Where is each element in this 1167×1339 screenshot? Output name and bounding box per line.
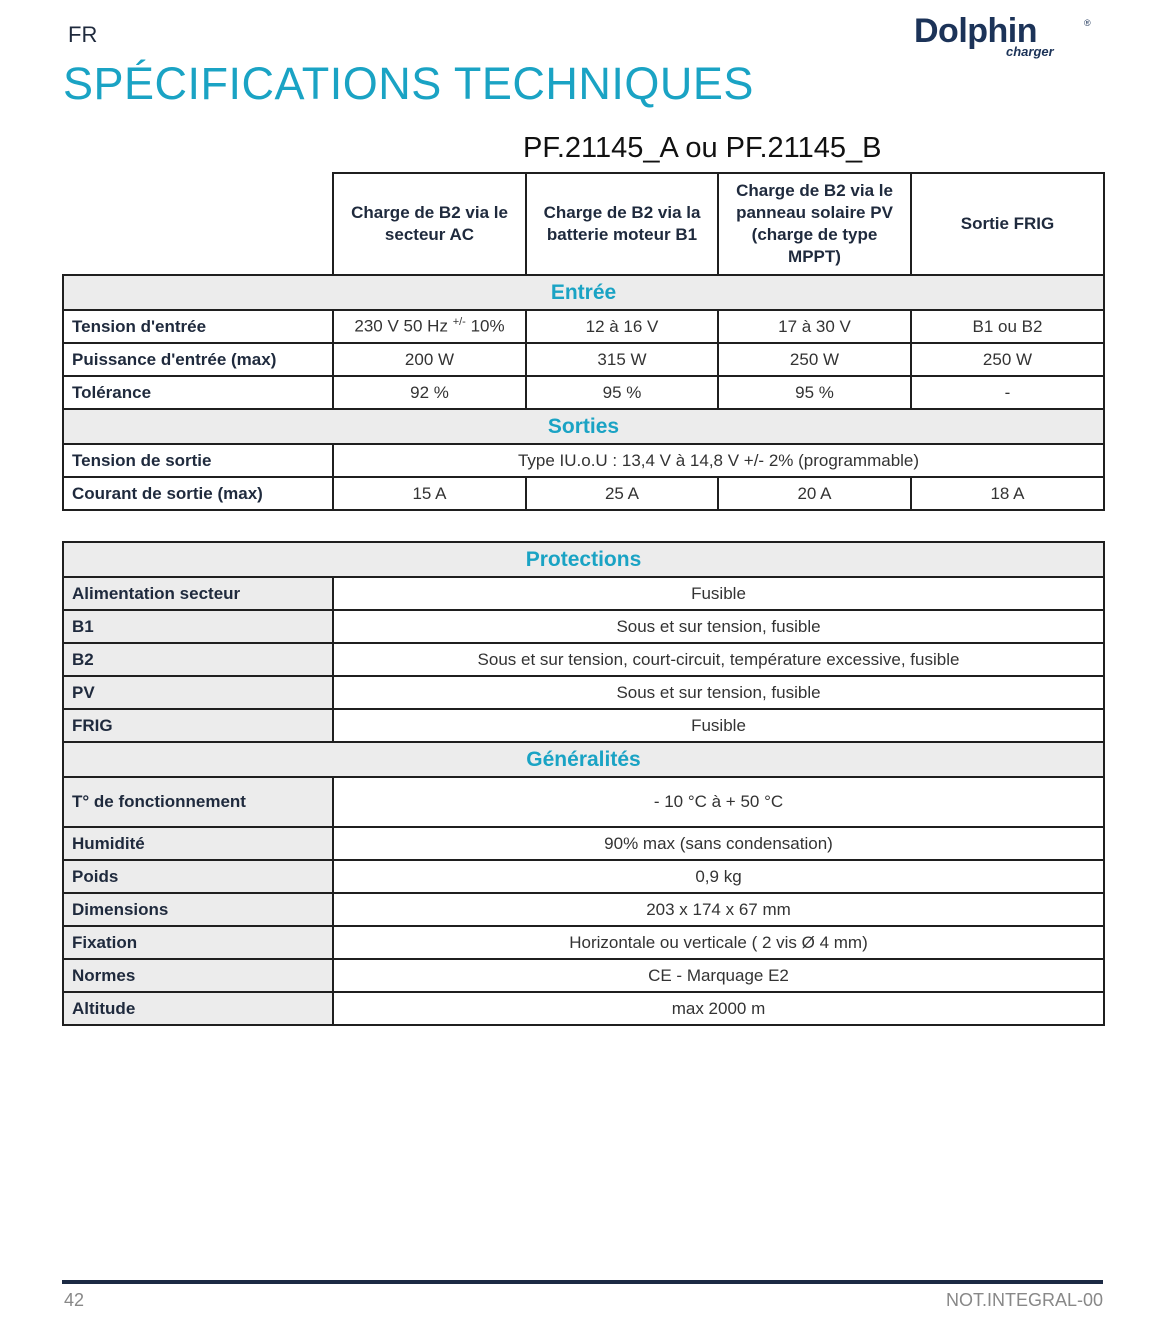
cell: 12 à 16 V: [526, 310, 718, 343]
table-row: [63, 477, 1104, 510]
logo-subtitle: charger: [1006, 44, 1054, 59]
table-row: [63, 827, 1104, 860]
row-label: B1: [63, 610, 333, 643]
cell: 90% max (sans condensation): [333, 827, 1104, 860]
cell: max 2000 m: [333, 992, 1104, 1025]
section-protections: Protections: [63, 542, 1104, 577]
footer-divider: [62, 1280, 1103, 1284]
cell: 95 %: [718, 376, 911, 409]
cell: 20 A: [718, 477, 911, 510]
dolphin-logo: [914, 12, 1094, 62]
specs-table-main: [62, 172, 1105, 511]
table-row: [63, 959, 1104, 992]
row-label: Tolérance: [63, 376, 333, 409]
cell: B1 ou B2: [911, 310, 1104, 343]
cell: Horizontale ou verticale ( 2 vis Ø 4 mm): [333, 926, 1104, 959]
specs-table-protections: [62, 541, 1105, 1026]
cell: 92 %: [333, 376, 526, 409]
cell: 0,9 kg: [333, 860, 1104, 893]
table-row: [63, 577, 1104, 610]
cell: CE - Marquage E2: [333, 959, 1104, 992]
table-row: [63, 709, 1104, 742]
cell: 25 A: [526, 477, 718, 510]
page-title: SPÉCIFICATIONS TECHNIQUES: [63, 58, 754, 109]
table-row: [63, 444, 1104, 477]
row-label: T° de fonctionnement: [63, 777, 333, 827]
cell: - 10 °C à + 50 °C: [333, 777, 1104, 827]
cell: 17 à 30 V: [718, 310, 911, 343]
row-label: Alimentation secteur: [63, 577, 333, 610]
cell: 200 W: [333, 343, 526, 376]
cell: Sous et sur tension, fusible: [333, 610, 1104, 643]
table-row: [63, 992, 1104, 1025]
section-generalites: Généralités: [63, 742, 1104, 777]
column-header-b1: Charge de B2 via la batterie moteur B1: [526, 173, 718, 275]
logo-word: Dolphin: [914, 12, 1038, 50]
cell: 203 x 174 x 67 mm: [333, 893, 1104, 926]
model-title: PF.21145_A ou PF.21145_B: [523, 132, 882, 164]
language-label: FR: [68, 22, 98, 47]
row-label: Fixation: [63, 926, 333, 959]
row-label: Poids: [63, 860, 333, 893]
row-label: Altitude: [63, 992, 333, 1025]
cell-tail: 10%: [470, 316, 505, 336]
section-entree: Entrée: [63, 275, 1104, 310]
cell-value: 230 V 50 Hz: [354, 316, 448, 336]
table-row: [63, 310, 1104, 343]
row-label: Puissance d'entrée (max): [63, 343, 333, 376]
table-row: [63, 926, 1104, 959]
column-header-ac: Charge de B2 via le secteur AC: [333, 173, 526, 275]
cell: 250 W: [911, 343, 1104, 376]
table-row: [63, 343, 1104, 376]
cell: Fusible: [333, 709, 1104, 742]
cell: 250 W: [718, 343, 911, 376]
row-label: PV: [63, 676, 333, 709]
row-label: Dimensions: [63, 893, 333, 926]
row-label: Humidité: [63, 827, 333, 860]
page-number: 42: [64, 1290, 85, 1310]
cell: -: [911, 376, 1104, 409]
table-row: [63, 643, 1104, 676]
row-label: FRIG: [63, 709, 333, 742]
cell: Type IU.o.U : 13,4 V à 14,8 V +/- 2% (programmable): [333, 444, 1104, 477]
row-label: Tension d'entrée: [63, 310, 333, 343]
row-label: Normes: [63, 959, 333, 992]
column-header-pv: Charge de B2 via le panneau solaire PV (charge de type MPPT): [718, 173, 911, 275]
cell: 95 %: [526, 376, 718, 409]
header-corner: [63, 173, 333, 275]
table-row: [63, 893, 1104, 926]
cell-superscript: +/-: [452, 316, 466, 329]
column-header-frig: Sortie FRIG: [911, 173, 1104, 275]
column-header-row: [63, 173, 1104, 275]
table-row: [63, 376, 1104, 409]
cell: 18 A: [911, 477, 1104, 510]
row-label: Courant de sortie (max): [63, 477, 333, 510]
cell: Fusible: [333, 577, 1104, 610]
table-row: [63, 777, 1104, 827]
section-sorties: Sorties: [63, 409, 1104, 444]
table-row: [63, 860, 1104, 893]
row-label: Tension de sortie: [63, 444, 333, 477]
document-reference: NOT.INTEGRAL-00: [945, 1290, 1103, 1310]
cell: Sous et sur tension, court-circuit, température excessive, fusible: [333, 643, 1104, 676]
cell: [333, 310, 526, 343]
logo-registered-mark: ®: [1084, 18, 1091, 28]
cell: Sous et sur tension, fusible: [333, 676, 1104, 709]
cell: 15 A: [333, 477, 526, 510]
table-row: [63, 676, 1104, 709]
table-row: [63, 610, 1104, 643]
row-label: B2: [63, 643, 333, 676]
cell: 315 W: [526, 343, 718, 376]
